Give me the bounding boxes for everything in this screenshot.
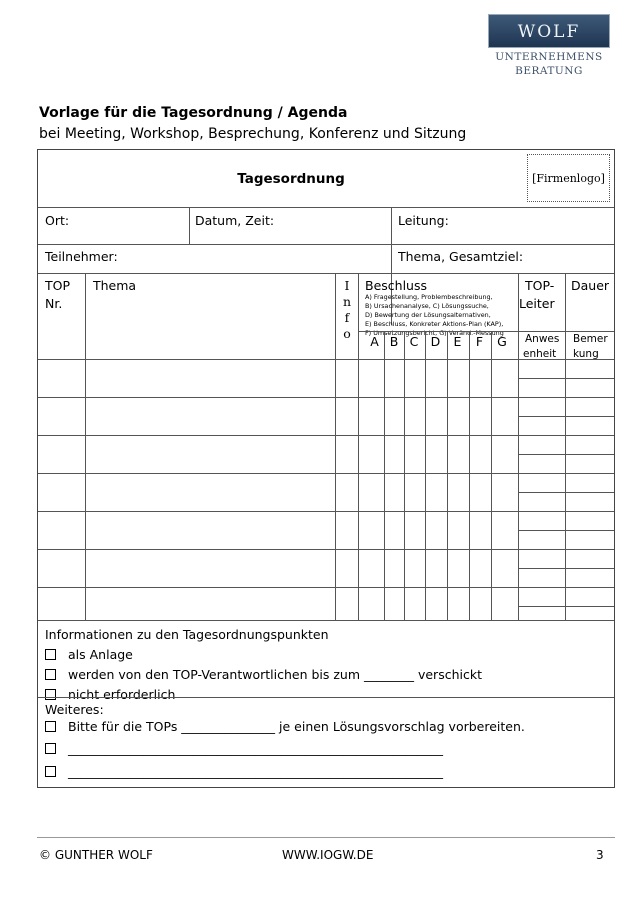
company-logo (488, 14, 610, 80)
grid-line (384, 331, 385, 620)
checkbox[interactable] (45, 689, 56, 700)
col-thema: Thema (93, 278, 137, 293)
weiteres-option[interactable] (45, 741, 443, 756)
logo-placeholder-text: [Firmenlogo] (532, 171, 605, 185)
letter-c: C (409, 334, 419, 349)
col-dauer: Dauer (571, 278, 610, 293)
grid-line (38, 473, 614, 474)
grid-line (518, 568, 614, 569)
letter-a: A (370, 334, 379, 349)
col-anwesenheit-2: enheit (523, 348, 557, 360)
grid-line (358, 273, 359, 620)
col-top-leiter-2: Leiter (519, 296, 555, 311)
info-section-title: Informationen zu den Tagesordnungspunkten (45, 627, 329, 642)
grid-line (425, 331, 426, 620)
company-logo-placeholder[interactable] (527, 154, 610, 202)
option-label: Bitte für die TOPs _______________ je einen Lösungsvorschlag vorbereiten. (68, 719, 525, 734)
grid-line (491, 331, 492, 620)
letter-d: D (430, 334, 441, 349)
document-subtitle: bei Meeting, Workshop, Besprechung, Konferenz und Sitzung (39, 126, 467, 142)
info-option[interactable] (45, 687, 175, 702)
thema-ziel-label[interactable]: Thema, Gesamtziel: (398, 249, 524, 264)
option-label: als Anlage (68, 647, 133, 662)
option-label: werden von den TOP-Verantwortlichen bis zum ________ verschickt (68, 667, 482, 682)
logo-line-1: UNTERNEHMENS (495, 51, 603, 63)
col-top-nr: TOP (45, 278, 71, 293)
grid-line (335, 273, 336, 620)
grid-line (38, 511, 614, 512)
info-letter: f (344, 310, 350, 325)
col-anwesenheit: Anwes (525, 333, 560, 345)
letter-e: E (453, 334, 462, 349)
grid-line (38, 549, 614, 550)
option-label: nicht erforderlich (68, 687, 176, 702)
grid-line (518, 378, 614, 379)
weiteres-title: Weiteres: (45, 702, 104, 717)
checkbox[interactable] (45, 669, 56, 680)
document-title: Vorlage für die Tagesordnung / Agenda (39, 105, 348, 121)
agenda-form (37, 149, 615, 788)
footer-divider (37, 837, 615, 838)
letter-b: B (389, 334, 399, 349)
divider (38, 207, 614, 208)
info-letter: I (344, 278, 350, 293)
grid-line (404, 331, 405, 620)
letter-g: G (497, 334, 507, 349)
option-label: ____________________________________________________________ (68, 764, 443, 779)
grid-line (358, 331, 518, 332)
logo-word: WOLF (517, 22, 581, 42)
col-top-leiter: TOP- (525, 278, 555, 293)
page-number: 3 (596, 848, 604, 862)
grid-line (518, 606, 614, 607)
grid-line (518, 454, 614, 455)
divider (38, 273, 614, 274)
col-bemerkung-2: kung (573, 348, 599, 360)
grid-line (518, 530, 614, 531)
checkbox[interactable] (45, 721, 56, 732)
grid-line (38, 359, 614, 360)
form-heading: Tagesordnung (237, 171, 345, 187)
grid-line (38, 697, 614, 698)
grid-line (85, 273, 86, 620)
checkbox[interactable] (45, 649, 56, 660)
letter-f: F (475, 334, 484, 349)
info-letter: o (343, 326, 351, 341)
beschluss-note: B) Ursachenanalyse, C) Lösungssuche, (365, 302, 489, 310)
leitung-label[interactable]: Leitung: (398, 213, 449, 228)
info-option[interactable] (45, 647, 133, 662)
grid-line (38, 587, 614, 588)
checkbox[interactable] (45, 766, 56, 777)
divider (189, 207, 190, 244)
beschluss-note: E) Beschluss, Konkreter Aktions-Plan (KAP), (365, 320, 504, 328)
ort-label[interactable]: Ort: (45, 213, 70, 228)
teilnehmer-label[interactable]: Teilnehmer: (45, 249, 118, 264)
info-letter: n (342, 294, 352, 309)
footer-copyright: © GUNTHER WOLF (39, 848, 153, 862)
grid-line (447, 331, 448, 620)
grid-line (518, 416, 614, 417)
checkbox[interactable] (45, 743, 56, 754)
weiteres-option[interactable] (45, 719, 525, 734)
grid-line (38, 435, 614, 436)
grid-line (518, 331, 614, 332)
footer-website[interactable]: WWW.IOGW.DE (282, 848, 374, 862)
grid-line (38, 620, 614, 621)
weiteres-option[interactable] (45, 764, 443, 779)
info-option[interactable] (45, 667, 482, 682)
col-beschluss: Beschluss (365, 278, 427, 293)
col-info (342, 278, 352, 342)
grid-line (38, 397, 614, 398)
divider (38, 244, 614, 245)
col-bemerkung: Bemer (573, 333, 608, 345)
logo-line-2: BERATUNG (515, 65, 583, 77)
beschluss-note: D) Bewertung der Lösungsalternativen, (365, 311, 491, 319)
grid-line (518, 492, 614, 493)
beschluss-note: A) Fragestellung, Problembeschreibung, (365, 293, 493, 301)
logo-box (488, 14, 610, 48)
option-label: ____________________________________________________________ (68, 741, 443, 756)
beschluss-note: F) Umsetzungsbericht, G) Veränd.-Messung (365, 329, 504, 337)
grid-line (469, 331, 470, 620)
col-top-nr-2: Nr. (45, 296, 63, 311)
datum-label[interactable]: Datum, Zeit: (195, 213, 275, 228)
